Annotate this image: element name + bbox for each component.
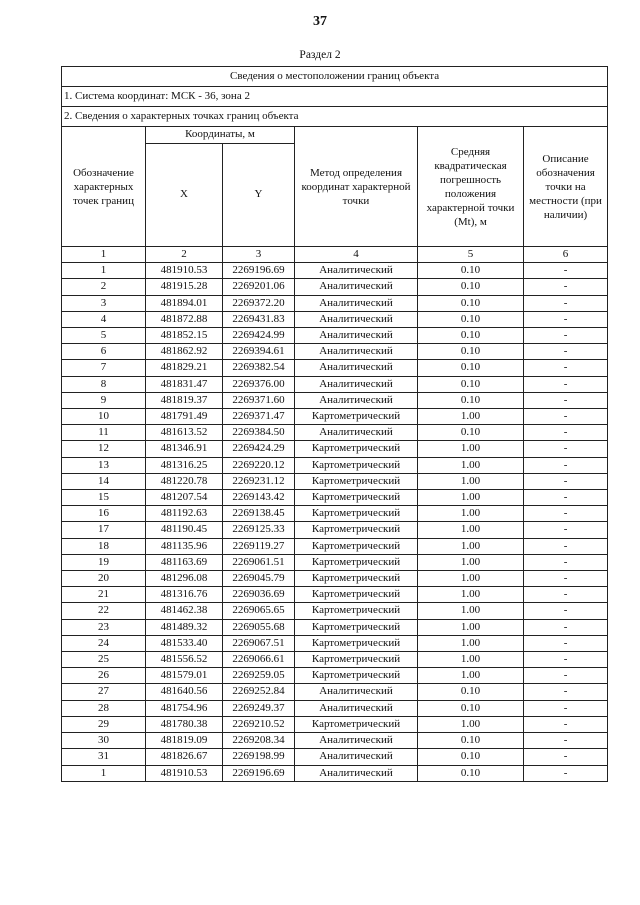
column-number: 4 [295, 247, 418, 263]
x-coordinate-cell: 481489.32 [146, 619, 223, 635]
error-cell: 1.00 [418, 522, 524, 538]
header-x: X [146, 144, 223, 247]
point-number-cell: 28 [62, 700, 146, 716]
x-coordinate-cell: 481613.52 [146, 425, 223, 441]
description-cell: - [524, 457, 608, 473]
table-row [62, 587, 608, 603]
y-coordinate-cell: 2269371.47 [223, 409, 295, 425]
table-row [62, 376, 608, 392]
y-coordinate-cell: 2269210.52 [223, 716, 295, 732]
method-cell: Картометрический [295, 603, 418, 619]
error-cell: 1.00 [418, 668, 524, 684]
method-cell: Картометрический [295, 441, 418, 457]
y-coordinate-cell: 2269382.54 [223, 360, 295, 376]
section-label: Раздел 2 [299, 49, 341, 61]
page-number: 37 [313, 14, 327, 29]
description-cell: - [524, 668, 608, 684]
point-number-cell: 14 [62, 473, 146, 489]
point-number-cell: 23 [62, 619, 146, 635]
error-cell: 0.10 [418, 360, 524, 376]
table-title: Сведения о местоположении границ объекта [62, 67, 608, 87]
y-coordinate-cell: 2269065.65 [223, 603, 295, 619]
table-row [62, 554, 608, 570]
description-cell: - [524, 392, 608, 408]
table-row [62, 328, 608, 344]
method-cell: Аналитический [295, 344, 418, 360]
x-coordinate-cell: 481296.08 [146, 571, 223, 587]
x-coordinate-cell: 481826.67 [146, 749, 223, 765]
table-row [62, 522, 608, 538]
x-coordinate-cell: 481190.45 [146, 522, 223, 538]
y-coordinate-cell: 2269125.33 [223, 522, 295, 538]
description-cell: - [524, 279, 608, 295]
column-number: 5 [418, 247, 524, 263]
description-cell: - [524, 441, 608, 457]
table-row [62, 344, 608, 360]
description-cell: - [524, 409, 608, 425]
x-coordinate-cell: 481819.37 [146, 392, 223, 408]
error-cell: 0.10 [418, 700, 524, 716]
method-cell: Картометрический [295, 457, 418, 473]
table-row [62, 295, 608, 311]
error-cell: 1.00 [418, 619, 524, 635]
description-cell: - [524, 587, 608, 603]
table-row [62, 360, 608, 376]
method-cell: Аналитический [295, 392, 418, 408]
point-number-cell: 3 [62, 295, 146, 311]
error-cell: 0.10 [418, 392, 524, 408]
x-coordinate-cell: 481791.49 [146, 409, 223, 425]
x-coordinate-cell: 481220.78 [146, 473, 223, 489]
x-coordinate-cell: 481556.52 [146, 652, 223, 668]
method-cell: Аналитический [295, 295, 418, 311]
point-number-cell: 13 [62, 457, 146, 473]
table-row [62, 700, 608, 716]
column-number: 3 [223, 247, 295, 263]
y-coordinate-cell: 2269196.69 [223, 765, 295, 781]
table-row [62, 733, 608, 749]
point-number-cell: 16 [62, 506, 146, 522]
x-coordinate-cell: 481915.28 [146, 279, 223, 295]
column-number-row [62, 247, 608, 263]
error-cell: 1.00 [418, 490, 524, 506]
error-cell: 1.00 [418, 457, 524, 473]
error-cell: 1.00 [418, 409, 524, 425]
y-coordinate-cell: 2269061.51 [223, 554, 295, 570]
header-method: Метод определения координат характерной точки [295, 127, 418, 247]
point-number-cell: 5 [62, 328, 146, 344]
point-number-cell: 4 [62, 311, 146, 327]
error-cell: 1.00 [418, 538, 524, 554]
x-coordinate-cell: 481192.63 [146, 506, 223, 522]
method-cell: Картометрический [295, 490, 418, 506]
method-cell: Аналитический [295, 684, 418, 700]
table-row [62, 603, 608, 619]
table-row [62, 473, 608, 489]
table-row [62, 425, 608, 441]
point-number-cell: 20 [62, 571, 146, 587]
table-row [62, 279, 608, 295]
method-cell: Аналитический [295, 700, 418, 716]
error-cell: 1.00 [418, 506, 524, 522]
boundary-points-table [61, 66, 608, 782]
description-cell: - [524, 603, 608, 619]
description-cell: - [524, 538, 608, 554]
description-cell: - [524, 571, 608, 587]
y-coordinate-cell: 2269138.45 [223, 506, 295, 522]
coordinate-system: 1. Система координат: МСК - 36, зона 2 [62, 87, 608, 107]
error-cell: 0.10 [418, 765, 524, 781]
error-cell: 1.00 [418, 603, 524, 619]
header-y: Y [223, 144, 295, 247]
description-cell: - [524, 473, 608, 489]
description-cell: - [524, 749, 608, 765]
point-number-cell: 8 [62, 376, 146, 392]
method-cell: Аналитический [295, 425, 418, 441]
table-row [62, 506, 608, 522]
error-cell: 0.10 [418, 344, 524, 360]
error-cell: 0.10 [418, 376, 524, 392]
table-row [62, 716, 608, 732]
method-cell: Аналитический [295, 749, 418, 765]
description-cell: - [524, 635, 608, 651]
error-cell: 0.10 [418, 311, 524, 327]
point-number-cell: 6 [62, 344, 146, 360]
y-coordinate-cell: 2269036.69 [223, 587, 295, 603]
error-cell: 0.10 [418, 425, 524, 441]
error-cell: 1.00 [418, 441, 524, 457]
method-cell: Аналитический [295, 328, 418, 344]
table-row [62, 409, 608, 425]
x-coordinate-cell: 481910.53 [146, 765, 223, 781]
description-cell: - [524, 344, 608, 360]
method-cell: Картометрический [295, 522, 418, 538]
x-coordinate-cell: 481831.47 [146, 376, 223, 392]
point-number-cell: 24 [62, 635, 146, 651]
description-cell: - [524, 716, 608, 732]
description-cell: - [524, 360, 608, 376]
x-coordinate-cell: 481579.01 [146, 668, 223, 684]
description-cell: - [524, 700, 608, 716]
y-coordinate-cell: 2269372.20 [223, 295, 295, 311]
error-cell: 0.10 [418, 263, 524, 279]
point-number-cell: 15 [62, 490, 146, 506]
table-row [62, 668, 608, 684]
x-coordinate-cell: 481910.53 [146, 263, 223, 279]
table-row [62, 263, 608, 279]
column-number: 2 [146, 247, 223, 263]
y-coordinate-cell: 2269220.12 [223, 457, 295, 473]
error-cell: 0.10 [418, 295, 524, 311]
method-cell: Аналитический [295, 263, 418, 279]
y-coordinate-cell: 2269431.83 [223, 311, 295, 327]
error-cell: 1.00 [418, 652, 524, 668]
description-cell: - [524, 522, 608, 538]
method-cell: Картометрический [295, 409, 418, 425]
x-coordinate-cell: 481754.96 [146, 700, 223, 716]
error-cell: 1.00 [418, 473, 524, 489]
y-coordinate-cell: 2269394.61 [223, 344, 295, 360]
point-number-cell: 2 [62, 279, 146, 295]
table-row [62, 765, 608, 781]
error-cell: 1.00 [418, 635, 524, 651]
table-row [62, 441, 608, 457]
point-number-cell: 17 [62, 522, 146, 538]
y-coordinate-cell: 2269201.06 [223, 279, 295, 295]
point-number-cell: 26 [62, 668, 146, 684]
x-coordinate-cell: 481316.25 [146, 457, 223, 473]
y-coordinate-cell: 2269424.29 [223, 441, 295, 457]
point-number-cell: 31 [62, 749, 146, 765]
point-number-cell: 11 [62, 425, 146, 441]
table-row [62, 684, 608, 700]
table-row [62, 538, 608, 554]
point-number-cell: 12 [62, 441, 146, 457]
method-cell: Картометрический [295, 652, 418, 668]
table-row [62, 619, 608, 635]
description-cell: - [524, 554, 608, 570]
table-row [62, 457, 608, 473]
header-description: Описание обозначения точки на местности (при наличии) [524, 127, 608, 247]
error-cell: 0.10 [418, 749, 524, 765]
description-cell: - [524, 425, 608, 441]
y-coordinate-cell: 2269119.27 [223, 538, 295, 554]
method-cell: Картометрический [295, 538, 418, 554]
description-cell: - [524, 506, 608, 522]
y-coordinate-cell: 2269424.99 [223, 328, 295, 344]
point-number-cell: 25 [62, 652, 146, 668]
method-cell: Картометрический [295, 619, 418, 635]
method-cell: Аналитический [295, 360, 418, 376]
y-coordinate-cell: 2269066.61 [223, 652, 295, 668]
x-coordinate-cell: 481819.09 [146, 733, 223, 749]
table-row [62, 392, 608, 408]
column-number: 1 [62, 247, 146, 263]
x-coordinate-cell: 481346.91 [146, 441, 223, 457]
table-body [62, 263, 608, 782]
point-number-cell: 9 [62, 392, 146, 408]
method-cell: Картометрический [295, 716, 418, 732]
x-coordinate-cell: 481207.54 [146, 490, 223, 506]
point-number-cell: 7 [62, 360, 146, 376]
error-cell: 1.00 [418, 571, 524, 587]
description-cell: - [524, 652, 608, 668]
y-coordinate-cell: 2269231.12 [223, 473, 295, 489]
error-cell: 1.00 [418, 587, 524, 603]
y-coordinate-cell: 2269208.34 [223, 733, 295, 749]
point-number-cell: 21 [62, 587, 146, 603]
method-cell: Картометрический [295, 554, 418, 570]
table-row [62, 571, 608, 587]
x-coordinate-cell: 481533.40 [146, 635, 223, 651]
x-coordinate-cell: 481862.92 [146, 344, 223, 360]
method-cell: Аналитический [295, 279, 418, 295]
point-number-cell: 30 [62, 733, 146, 749]
method-cell: Картометрический [295, 473, 418, 489]
description-cell: - [524, 376, 608, 392]
points-heading: 2. Сведения о характерных точках границ объекта [62, 107, 608, 127]
x-coordinate-cell: 481163.69 [146, 554, 223, 570]
point-number-cell: 1 [62, 765, 146, 781]
y-coordinate-cell: 2269143.42 [223, 490, 295, 506]
y-coordinate-cell: 2269067.51 [223, 635, 295, 651]
y-coordinate-cell: 2269055.68 [223, 619, 295, 635]
description-cell: - [524, 263, 608, 279]
y-coordinate-cell: 2269252.84 [223, 684, 295, 700]
x-coordinate-cell: 481780.38 [146, 716, 223, 732]
method-cell: Картометрический [295, 635, 418, 651]
x-coordinate-cell: 481852.15 [146, 328, 223, 344]
y-coordinate-cell: 2269384.50 [223, 425, 295, 441]
description-cell: - [524, 311, 608, 327]
y-coordinate-cell: 2269249.37 [223, 700, 295, 716]
method-cell: Аналитический [295, 765, 418, 781]
error-cell: 0.10 [418, 328, 524, 344]
table-row [62, 311, 608, 327]
method-cell: Картометрический [295, 668, 418, 684]
point-number-cell: 27 [62, 684, 146, 700]
y-coordinate-cell: 2269198.99 [223, 749, 295, 765]
y-coordinate-cell: 2269371.60 [223, 392, 295, 408]
x-coordinate-cell: 481872.88 [146, 311, 223, 327]
point-number-cell: 10 [62, 409, 146, 425]
description-cell: - [524, 295, 608, 311]
header-error: Средняя квадратическая погрешность положения характерной точки (Mt), м [418, 127, 524, 247]
y-coordinate-cell: 2269376.00 [223, 376, 295, 392]
error-cell: 0.10 [418, 684, 524, 700]
point-number-cell: 1 [62, 263, 146, 279]
point-number-cell: 22 [62, 603, 146, 619]
description-cell: - [524, 328, 608, 344]
error-cell: 0.10 [418, 279, 524, 295]
point-number-cell: 18 [62, 538, 146, 554]
y-coordinate-cell: 2269259.05 [223, 668, 295, 684]
x-coordinate-cell: 481135.96 [146, 538, 223, 554]
method-cell: Картометрический [295, 506, 418, 522]
header-coordinates: Координаты, м [146, 127, 295, 144]
description-cell: - [524, 619, 608, 635]
description-cell: - [524, 733, 608, 749]
method-cell: Картометрический [295, 587, 418, 603]
description-cell: - [524, 765, 608, 781]
description-cell: - [524, 684, 608, 700]
method-cell: Аналитический [295, 733, 418, 749]
y-coordinate-cell: 2269196.69 [223, 263, 295, 279]
y-coordinate-cell: 2269045.79 [223, 571, 295, 587]
method-cell: Аналитический [295, 311, 418, 327]
header-point-designation: Обозначение характерных точек границ [62, 127, 146, 247]
x-coordinate-cell: 481316.76 [146, 587, 223, 603]
x-coordinate-cell: 481462.38 [146, 603, 223, 619]
point-number-cell: 29 [62, 716, 146, 732]
table-row [62, 652, 608, 668]
x-coordinate-cell: 481640.56 [146, 684, 223, 700]
x-coordinate-cell: 481829.21 [146, 360, 223, 376]
method-cell: Картометрический [295, 571, 418, 587]
x-coordinate-cell: 481894.01 [146, 295, 223, 311]
point-number-cell: 19 [62, 554, 146, 570]
description-cell: - [524, 490, 608, 506]
table-row [62, 490, 608, 506]
table-row [62, 635, 608, 651]
table-row [62, 749, 608, 765]
error-cell: 1.00 [418, 716, 524, 732]
column-number: 6 [524, 247, 608, 263]
method-cell: Аналитический [295, 376, 418, 392]
error-cell: 1.00 [418, 554, 524, 570]
error-cell: 0.10 [418, 733, 524, 749]
